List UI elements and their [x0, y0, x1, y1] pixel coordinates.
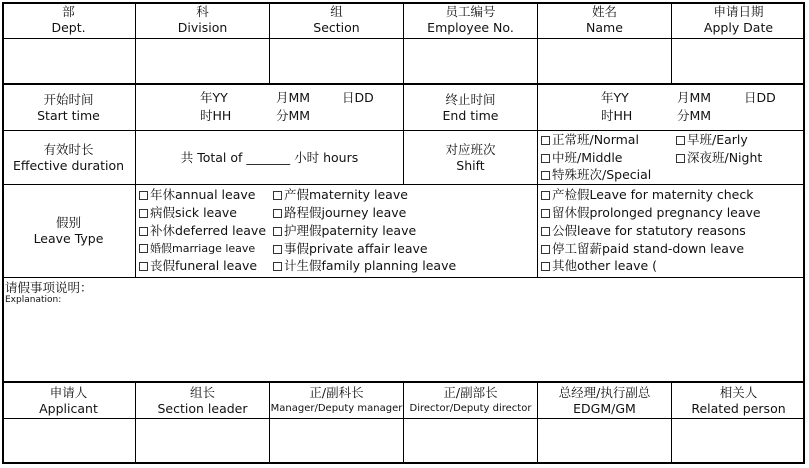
director-signature-field[interactable] — [404, 419, 537, 463]
option-label: 正常班/Normal — [552, 132, 639, 147]
division-field[interactable] — [136, 39, 269, 83]
option-label: 产假maternity leave — [284, 187, 408, 202]
leave-option[interactable] — [273, 205, 406, 221]
checkbox[interactable] — [273, 191, 282, 200]
label-en: Start time — [37, 107, 100, 123]
explanation-label-en: Explanation: — [5, 295, 62, 305]
option-label: 留休假prolonged pregnancy leave — [552, 205, 761, 220]
leave-option[interactable] — [541, 241, 744, 257]
label-en: Dept. — [51, 20, 86, 35]
label-en: Division — [177, 20, 228, 35]
option-label: 补休deferred leave — [150, 223, 267, 238]
option-label: 病假sick leave — [150, 205, 237, 220]
label-zh: 科 — [196, 4, 209, 19]
label-zh: 有效时长 — [43, 141, 94, 157]
label-en: End time — [442, 107, 499, 123]
start-minute-field[interactable]: 分MM — [276, 108, 311, 123]
label-zh: 开始时间 — [43, 91, 94, 107]
header-employee-no — [404, 2, 537, 38]
header-apply-date — [672, 2, 805, 38]
rule — [537, 84, 538, 277]
sign-related-person-label — [672, 383, 805, 418]
end-hour-field[interactable]: 时HH — [601, 108, 633, 123]
section-field[interactable] — [270, 39, 403, 83]
label-zh: 正/副科长 — [309, 384, 364, 400]
label-zh: 总经理/执行副总 — [558, 384, 651, 400]
total-hours-field[interactable] — [136, 131, 403, 184]
checkbox[interactable] — [273, 227, 282, 236]
shift-option-early[interactable] — [676, 132, 748, 148]
leave-option[interactable] — [541, 258, 657, 274]
option-label: 深夜班/Night — [687, 150, 763, 165]
checkbox[interactable] — [139, 191, 148, 200]
name-field[interactable] — [538, 39, 671, 83]
shift-option-special[interactable] — [541, 167, 651, 183]
sign-gm-label — [538, 383, 671, 418]
explanation-field[interactable] — [4, 308, 802, 380]
option-label: 丧假funeral leave — [150, 258, 258, 273]
end-minute-field[interactable]: 分MM — [677, 108, 712, 123]
gm-signature-field[interactable] — [538, 419, 671, 463]
end-month-field[interactable]: 月MM — [677, 90, 712, 105]
label-zh: 正/副部长 — [443, 384, 498, 400]
shift-label — [404, 131, 537, 184]
leave-option[interactable] — [541, 223, 746, 239]
label-zh: 对应班次 — [445, 141, 496, 157]
label-zh: 相关人 — [719, 384, 758, 400]
option-label: 护理假paternity leave — [284, 223, 417, 238]
sign-section-leader-label — [136, 383, 269, 418]
apply-date-field[interactable] — [672, 39, 805, 83]
start-day-field[interactable]: 日DD — [342, 90, 374, 105]
option-label: 路程假journey leave — [284, 205, 407, 220]
leave-option[interactable] — [139, 187, 255, 203]
label-en: Director/Deputy director — [409, 402, 532, 414]
checkbox[interactable] — [273, 209, 282, 218]
dept-field[interactable] — [2, 39, 135, 83]
start-time-label — [2, 85, 135, 130]
label-en: Applicant — [39, 400, 98, 416]
employee-no-field[interactable] — [404, 39, 537, 83]
label-zh: 部 — [62, 4, 75, 19]
leave-option[interactable] — [273, 258, 456, 274]
start-year-field[interactable]: 年YY — [200, 90, 228, 105]
option-label: 计生假family planning leave — [284, 258, 457, 273]
checkbox[interactable] — [541, 245, 550, 254]
checkbox[interactable] — [139, 262, 148, 271]
shift-option-night[interactable] — [676, 150, 762, 166]
label-en: Shift — [456, 157, 485, 173]
checkbox[interactable] — [541, 191, 550, 200]
start-month-field[interactable]: 月MM — [276, 90, 311, 105]
label-en: Section — [313, 20, 360, 35]
checkbox[interactable] — [541, 209, 550, 218]
header-section — [270, 2, 403, 38]
checkbox[interactable] — [676, 136, 685, 145]
label-en: Apply Date — [703, 20, 774, 35]
start-hour-field[interactable]: 时HH — [200, 108, 232, 123]
option-label: 特殊班次/Special — [552, 167, 652, 182]
option-label: 婚假marriage leave — [150, 242, 256, 255]
checkbox[interactable] — [541, 171, 550, 180]
checkbox[interactable] — [273, 262, 282, 271]
label-zh: 假别 — [55, 215, 81, 230]
label-en: Leave Type — [33, 231, 104, 246]
checkbox[interactable] — [676, 154, 685, 163]
leave-type-label — [2, 185, 135, 277]
applicant-signature-field[interactable] — [2, 419, 135, 463]
label-zh: 申请日期 — [713, 4, 764, 19]
end-year-field[interactable]: 年YY — [601, 90, 629, 105]
sign-applicant-label — [2, 383, 135, 418]
sign-manager-label — [270, 383, 403, 418]
section-leader-signature-field[interactable] — [136, 419, 269, 463]
leave-option[interactable] — [139, 258, 257, 274]
leave-option[interactable] — [541, 205, 761, 221]
manager-signature-field[interactable] — [270, 419, 403, 463]
option-label: 年休annual leave — [150, 187, 256, 202]
leave-option[interactable] — [273, 223, 416, 239]
end-day-field[interactable]: 日DD — [744, 90, 776, 105]
option-label: 停工留薪paid stand-down leave — [552, 241, 745, 256]
header-division — [136, 2, 269, 38]
option-label: 早班/Early — [687, 132, 748, 147]
header-dept — [2, 2, 135, 38]
checkbox[interactable] — [273, 245, 282, 254]
explanation-label-zh: 请假事项说明： — [5, 280, 93, 295]
leave-option[interactable] — [273, 187, 408, 203]
label-zh: 姓名 — [591, 4, 617, 19]
label-zh: 组长 — [189, 384, 215, 400]
label-en: Manager/Deputy manager — [270, 402, 403, 414]
checkbox[interactable] — [541, 227, 550, 236]
label-zh: 组 — [330, 4, 343, 19]
label-en: Related person — [691, 400, 786, 416]
option-label: 中班/Middle — [552, 150, 623, 165]
label-en: Effective duration — [12, 157, 125, 173]
rule — [2, 277, 805, 278]
checkbox[interactable] — [139, 244, 148, 253]
checkbox[interactable] — [541, 154, 550, 163]
checkbox[interactable] — [139, 227, 148, 236]
label-zh: 终止时间 — [445, 91, 496, 107]
sign-director-label — [404, 383, 537, 418]
option-label: 公假leave for statutory reasons — [552, 223, 746, 238]
label-en: Employee No. — [427, 20, 514, 35]
checkbox[interactable] — [541, 136, 550, 145]
effective-duration-label — [2, 131, 135, 184]
header-name — [538, 2, 671, 38]
end-time-label — [404, 85, 537, 130]
leave-option[interactable] — [139, 241, 255, 257]
label-zh: 员工编号 — [445, 4, 496, 19]
option-label: 其他other leave ( — [552, 258, 658, 273]
checkbox[interactable] — [541, 262, 550, 271]
label-en: Name — [586, 20, 623, 35]
option-label: 事假private affair leave — [284, 241, 428, 256]
leave-option[interactable] — [541, 187, 753, 203]
label-zh: 申请人 — [49, 384, 88, 400]
leave-option[interactable] — [139, 205, 237, 221]
leave-option[interactable] — [139, 223, 266, 239]
shift-option-middle[interactable] — [541, 150, 623, 166]
checkbox[interactable] — [139, 209, 148, 218]
option-label: 产检假Leave for maternity check — [552, 187, 754, 202]
label-en: EDGM/GM — [573, 400, 636, 416]
related-person-signature-field[interactable] — [672, 419, 805, 463]
shift-option-normal[interactable] — [541, 132, 639, 148]
label-en: Section leader — [157, 400, 248, 416]
leave-option[interactable] — [273, 241, 428, 257]
total-hours-text: 共 Total of _______ 小时 hours — [180, 149, 359, 165]
